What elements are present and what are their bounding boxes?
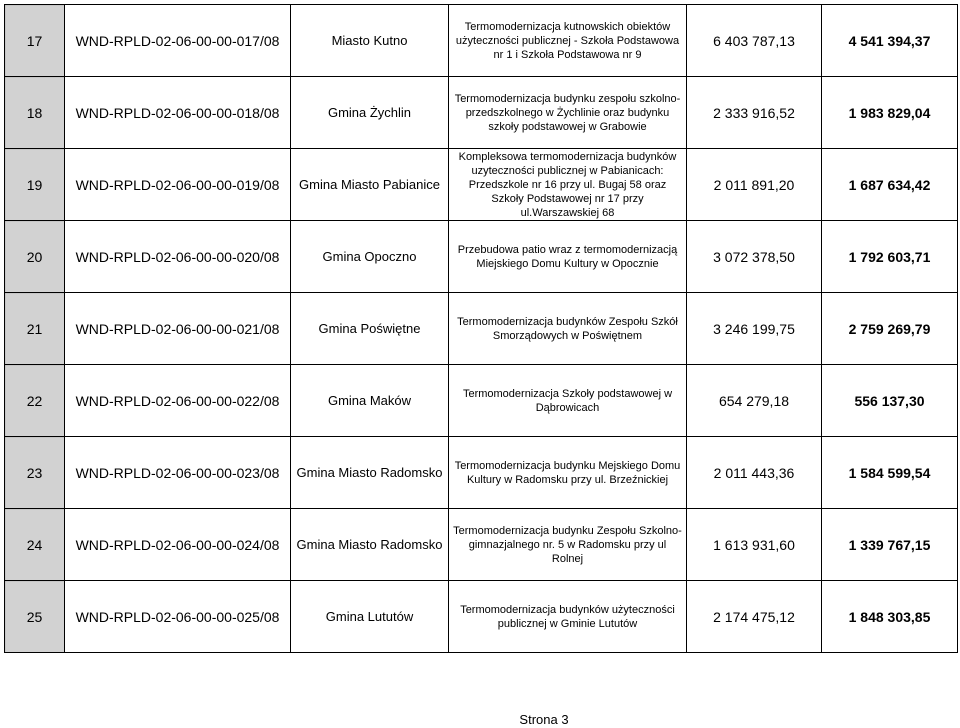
grant-amount-cell: 556 137,30 <box>822 365 958 437</box>
grant-amount-cell: 4 541 394,37 <box>822 5 958 77</box>
beneficiary-cell: Gmina Opoczno <box>291 221 449 293</box>
grant-amount-cell: 1 687 634,42 <box>822 149 958 221</box>
row-number-cell: 20 <box>5 221 65 293</box>
project-title-cell: Termomodernizacja budynku zespołu szkolno-przedszkolnego w Żychlinie oraz budynku szkoły podstawowej w Grabowie <box>449 77 687 149</box>
grant-amount-cell: 1 584 599,54 <box>822 437 958 509</box>
beneficiary-cell: Gmina Miasto Pabianice <box>291 149 449 221</box>
table-row <box>5 149 958 221</box>
beneficiary-cell: Gmina Poświętne <box>291 293 449 365</box>
table-row <box>5 5 958 77</box>
table-row <box>5 581 958 653</box>
row-number-cell: 18 <box>5 77 65 149</box>
beneficiary-cell: Gmina Miasto Radomsko <box>291 437 449 509</box>
grant-amount-cell: 1 848 303,85 <box>822 581 958 653</box>
row-number-cell: 23 <box>5 437 65 509</box>
beneficiary-cell: Gmina Lututów <box>291 581 449 653</box>
project-title-cell: Termomodernizacja budynków użyteczności publicznej w Gminie Lututów <box>449 581 687 653</box>
table-row <box>5 437 958 509</box>
beneficiary-cell: Gmina Miasto Radomsko <box>291 509 449 581</box>
table-row <box>5 77 958 149</box>
row-number-cell: 25 <box>5 581 65 653</box>
total-value-cell: 3 246 199,75 <box>687 293 822 365</box>
application-code-cell: WND-RPLD-02-06-00-00-019/08 <box>65 149 291 221</box>
total-value-cell: 2 011 891,20 <box>687 149 822 221</box>
total-value-cell: 2 174 475,12 <box>687 581 822 653</box>
project-title-cell: Termomodernizacja budynku Mejskiego Domu Kultury w Radomsku przy ul. Brzeźnickiej <box>449 437 687 509</box>
row-number-cell: 24 <box>5 509 65 581</box>
grant-amount-cell: 1 983 829,04 <box>822 77 958 149</box>
total-value-cell: 654 279,18 <box>687 365 822 437</box>
total-value-cell: 2 333 916,52 <box>687 77 822 149</box>
row-number-cell: 19 <box>5 149 65 221</box>
project-title-cell: Przebudowa patio wraz z termomodernizacją Miejskiego Domu Kultury w Opocznie <box>449 221 687 293</box>
row-number-cell: 22 <box>5 365 65 437</box>
grant-amount-cell: 2 759 269,79 <box>822 293 958 365</box>
project-title-cell: Termomodernizacja kutnowskich obiektów użyteczności publicznej - Szkoła Podstawowa nr 1 i Szkoła Podstawowa nr 9 <box>449 5 687 77</box>
application-code-cell: WND-RPLD-02-06-00-00-022/08 <box>65 365 291 437</box>
table-row <box>5 509 958 581</box>
project-title-cell: Termomodernizacja budynków Zespołu Szkół Smorządowych w Poświętnem <box>449 293 687 365</box>
page-footer <box>0 712 960 727</box>
total-value-cell: 6 403 787,13 <box>687 5 822 77</box>
row-number-cell: 17 <box>5 5 65 77</box>
application-code-cell: WND-RPLD-02-06-00-00-020/08 <box>65 221 291 293</box>
grant-amount-cell: 1 792 603,71 <box>822 221 958 293</box>
page-number-label: Strona 3 <box>519 712 569 727</box>
table-row <box>5 365 958 437</box>
application-code-cell: WND-RPLD-02-06-00-00-025/08 <box>65 581 291 653</box>
total-value-cell: 3 072 378,50 <box>687 221 822 293</box>
grant-amount-cell: 1 339 767,15 <box>822 509 958 581</box>
total-value-cell: 2 011 443,36 <box>687 437 822 509</box>
application-code-cell: WND-RPLD-02-06-00-00-024/08 <box>65 509 291 581</box>
application-code-cell: WND-RPLD-02-06-00-00-018/08 <box>65 77 291 149</box>
project-title-cell: Termomodernizacja Szkoły podstawowej w Dąbrowicach <box>449 365 687 437</box>
application-code-cell: WND-RPLD-02-06-00-00-023/08 <box>65 437 291 509</box>
projects-table-body <box>5 5 958 653</box>
beneficiary-cell: Gmina Żychlin <box>291 77 449 149</box>
total-value-cell: 1 613 931,60 <box>687 509 822 581</box>
table-row <box>5 221 958 293</box>
projects-table <box>4 4 958 653</box>
beneficiary-cell: Gmina Maków <box>291 365 449 437</box>
project-title-cell: Kompleksowa termomodernizacja budynków uzyteczności publicznej w Pabianicach: Przedszkole nr 16 przy ul. Bugaj 58 oraz Szkoły Podstawowej nr 17 przy ul.Warszawskiej 68 <box>449 149 687 221</box>
application-code-cell: WND-RPLD-02-06-00-00-017/08 <box>65 5 291 77</box>
beneficiary-cell: Miasto Kutno <box>291 5 449 77</box>
application-code-cell: WND-RPLD-02-06-00-00-021/08 <box>65 293 291 365</box>
row-number-cell: 21 <box>5 293 65 365</box>
table-row <box>5 293 958 365</box>
project-title-cell: Termomodernizacja budynku Zespołu Szkolno-gimnazjalnego nr. 5 w Radomsku przy ul Rolnej <box>449 509 687 581</box>
